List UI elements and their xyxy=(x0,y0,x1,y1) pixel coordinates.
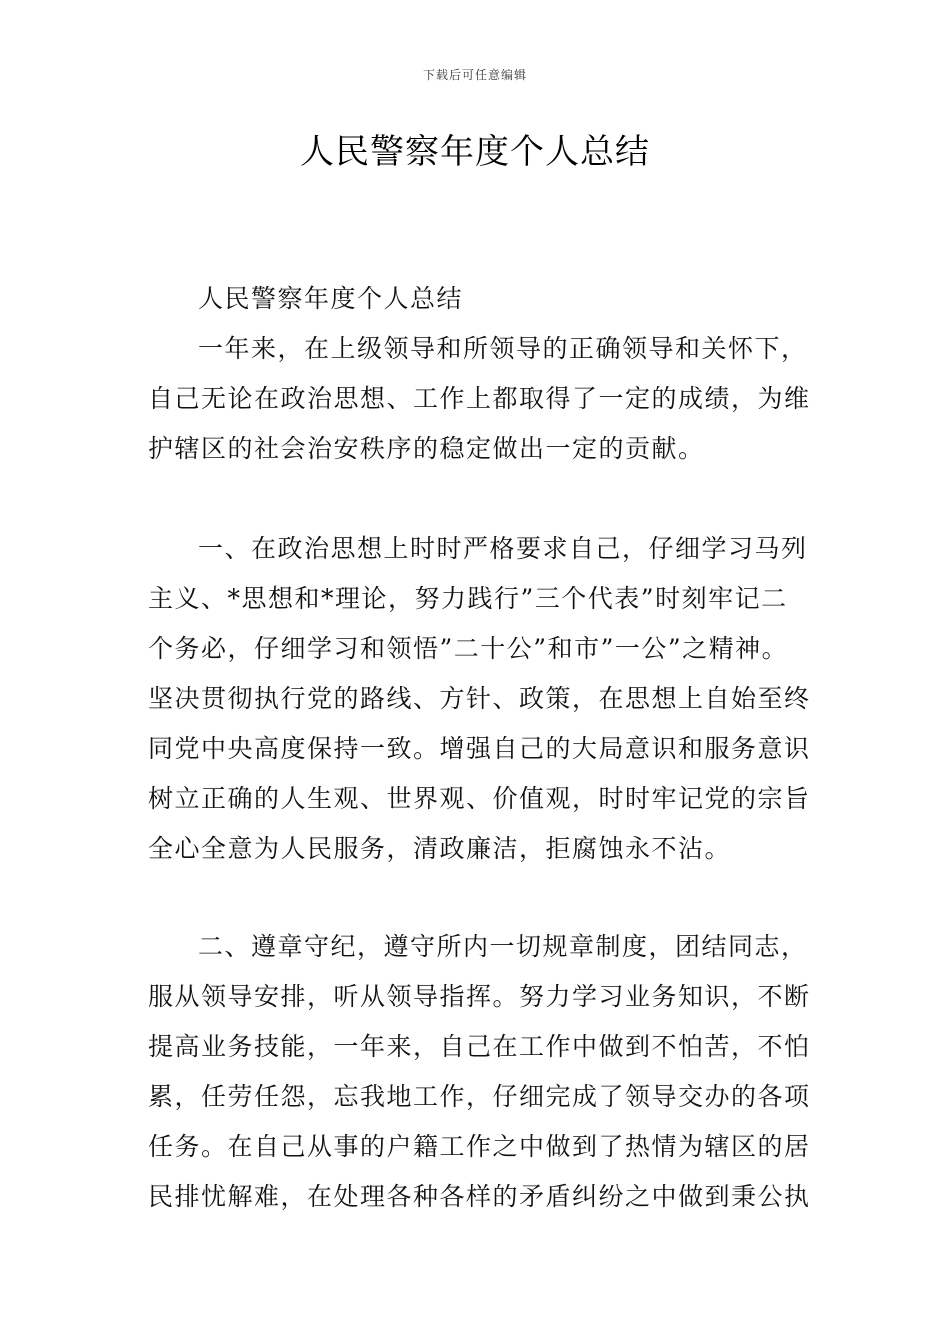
text-line: 一年来，在上级领导和所领导的正确领导和关怀下， xyxy=(198,334,808,363)
text-line: 主义、*思想和*理论，努力践行”三个代表”时刻牢记二 xyxy=(148,584,788,613)
text-line: 树立正确的人生观、世界观、价值观，时时牢记党的宗旨 xyxy=(148,784,811,813)
text-line: 民排忧解难，在处理各种各样的矛盾纠纷之中做到秉公执 xyxy=(148,1182,811,1211)
text-line: 同党中央高度保持一致。增强自己的大局意识和服务意识 xyxy=(148,734,811,763)
text-line: 一、在政治思想上时时严格要求自己，仔细学习马列 xyxy=(198,534,808,563)
text-line: 任务。在自己从事的户籍工作之中做到了热情为辖区的居 xyxy=(148,1132,811,1161)
text-line: 坚决贯彻执行党的路线、方针、政策，在思想上自始至终 xyxy=(148,684,811,713)
text-line: 累，任劳任怨，忘我地工作，仔细完成了领导交办的各项 xyxy=(148,1082,811,1111)
text-line: 提高业务技能，一年来，自己在工作中做到不怕苦，不怕 xyxy=(148,1032,811,1061)
text-line: 自己无论在政治思想、工作上都取得了一定的成绩，为维 xyxy=(148,384,811,413)
header-note: 下载后可任意编辑 xyxy=(422,68,527,82)
text-line: 二、遵章守纪，遵守所内一切规章制度，团结同志， xyxy=(198,932,808,961)
text-line: 个务必，仔细学习和领悟”二十公”和市”一公”之精神。 xyxy=(148,634,789,663)
text-line: 全心全意为人民服务，清政廉洁，拒腐蚀永不沾。 xyxy=(148,834,732,863)
document-title: 人民警察年度个人总结 xyxy=(300,132,650,172)
subtitle-line: 人民警察年度个人总结 xyxy=(198,284,464,313)
text-line: 服从领导安排，听从领导指挥。努力学习业务知识，不断 xyxy=(148,982,811,1011)
text-line: 护辖区的社会治安秩序的稳定做出一定的贡献。 xyxy=(148,434,705,463)
